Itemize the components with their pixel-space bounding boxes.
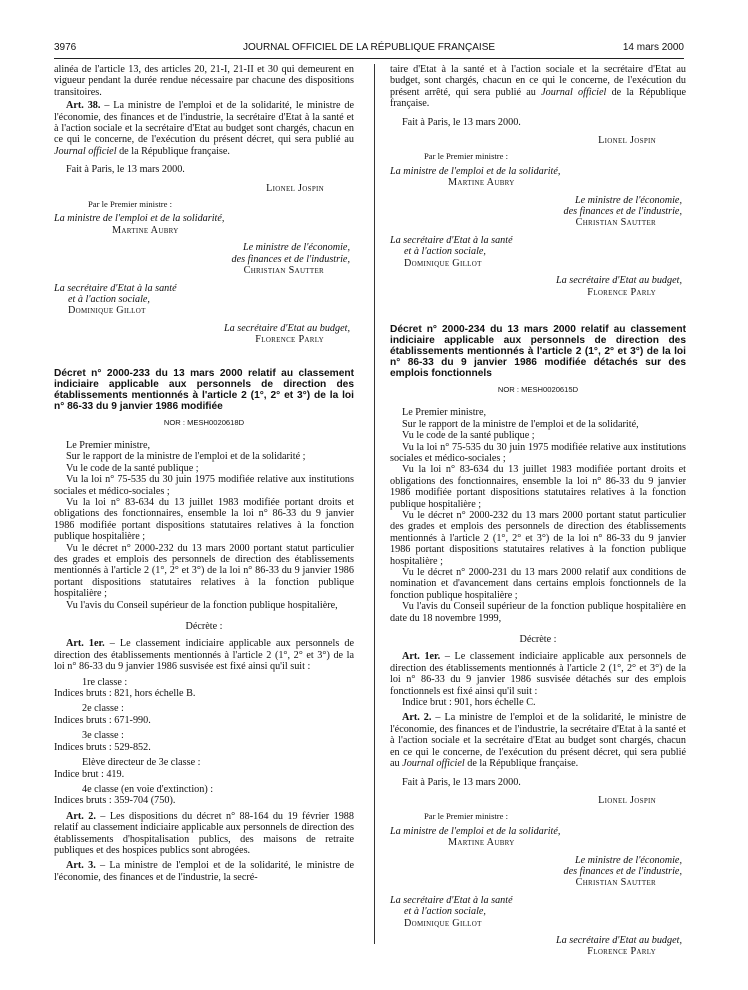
article-38 — [54, 100, 354, 157]
continuation-paragraph — [390, 64, 686, 110]
secretary-sante-title-1: La secrétaire d'Etat à la santé — [390, 234, 513, 246]
page-number: 3976 — [54, 42, 77, 53]
secretary-budget-name: Florence Parly — [255, 334, 324, 346]
article-label: Art. 38. — [66, 100, 101, 112]
article-label: Art. 1er. — [66, 638, 105, 650]
par-le-premier-ministre: Par le Premier ministre : — [424, 151, 509, 162]
minister-economie-title-1b: Le ministre de l'économie, — [574, 854, 682, 866]
article-text: – La ministre de l'emploi et de la solidarité, le ministre de l'économie, des finances et de l'industrie, la secré- — [54, 860, 355, 883]
classe-indice: Indices bruts : 359-704 (750). — [54, 795, 176, 807]
article-2 — [54, 811, 354, 857]
visa-line: Vu le décret n° 2000-231 du 13 mars 2000 relatif aux conditions de nomination et d'avancement dans certains emplois fonctionnels de la fonction publique hospitalière ; — [390, 567, 686, 601]
issue-date: 14 mars 2000 — [622, 42, 684, 53]
visa-line: Vu le code de la santé publique ; — [66, 462, 199, 474]
classe-label: 2e classe : — [82, 703, 124, 715]
article-text: – Le classement indiciaire applicable aux personnels de direction des établissements mentionnés à l'article 2 (1°, 2° et 3°) de la loi n° 86-33 du 9 janvier 1986 susvisée détachés sur des emplois fonctionnels est fixé ainsi qu'il suit : — [390, 651, 686, 697]
secretary-sante-name-2: Dominique Gillot — [404, 917, 482, 929]
journal-ref: Journal officiel — [541, 86, 607, 98]
article-label: Art. 2. — [66, 810, 96, 822]
article-text-end: de la République française. — [116, 145, 230, 157]
column-divider — [374, 64, 375, 944]
classe-indice: Indice brut : 419. — [54, 768, 125, 780]
secretary-sante-name: Dominique Gillot — [404, 257, 482, 269]
secretary-budget-title-2: La secrétaire d'Etat au budget, — [555, 934, 682, 946]
article-1 — [54, 638, 354, 672]
minister-emploi-title: La ministre de l'emploi et de la solidarité, — [390, 165, 561, 177]
par-le-premier-ministre: Par le Premier ministre : — [88, 199, 173, 210]
visa-line: Vu la loi n° 83-634 du 13 juillet 1983 modifiée portant droits et obligations des fonctionnaires, ensemble la loi n° 86-33 du 9 janvier 1986 modifiée portant dispositions statutaires relatives à la fonction publique hospitalière ; — [390, 464, 686, 510]
decrete-heading: Décrète : — [185, 621, 223, 633]
nor-reference: NOR : MESH0020618D — [163, 417, 245, 427]
visa-line: Vu la loi n° 83-634 du 13 juillet 1983 modifiée portant droits et obligations des fonctionnaires, ensemble la loi n° 86-33 du 9 janvier 1986 modifiée portant dispositions statutaires relatives à la fonction publique hospitalière ; — [54, 496, 354, 543]
minister-emploi-name: Martine Aubry — [112, 224, 179, 236]
indice-brut: Indice brut : 901, hors échelle C. — [402, 697, 536, 709]
article-1 — [390, 651, 686, 697]
article-text-end: de la République française. — [390, 86, 687, 110]
secretary-budget-title: La secrétaire d'Etat au budget, — [223, 322, 350, 334]
minister-economie-title-1: Le ministre de l'économie, — [242, 242, 350, 254]
header-rule — [54, 58, 684, 59]
secretary-sante-title-2: et à l'action sociale, — [404, 246, 486, 258]
visa-line: Vu l'avis du Conseil supérieur de la fonction publique hospitalière en date du 18 novembre 1999, — [390, 601, 686, 624]
article-label: Art. 2. — [402, 712, 432, 724]
secretary-sante-title-2b: et à l'action sociale, — [404, 906, 486, 918]
secretary-sante-title-2: et à l'action sociale, — [68, 293, 150, 305]
secretary-sante-title-1: La secrétaire d'Etat à la santé — [54, 282, 177, 294]
par-le-premier-ministre-2: Par le Premier ministre : — [424, 811, 509, 822]
article-text-end: de la République française. — [464, 758, 579, 770]
left-column — [54, 64, 354, 883]
prime-minister-name-2: Lionel Jospin — [598, 794, 656, 806]
decree-title: Décret n° 2000-234 du 13 mars 2000 relatif au classement indiciaire applicable aux personnels de direction des établissements mentionnés à l'article 2 (1°, 2° et 3°) de la loi n° 86-33 du 9 janvier 1986 modifiée détachés sur des emplois fonctionnels — [390, 323, 686, 379]
signature-date: Fait à Paris, le 13 mars 2000. — [402, 116, 521, 128]
minister-economie-title-2: des finances et de l'industrie, — [563, 206, 682, 218]
article-3 — [54, 860, 354, 883]
minister-emploi-name: Martine Aubry — [448, 177, 515, 189]
secretary-sante-title-1b: La secrétaire d'Etat à la santé — [390, 894, 513, 906]
article-text: – Le classement indiciaire applicable aux personnels de direction des établissements mentionnés à l'article 2 (1°, 2° et 3°) de la loi n° 86-33 du 9 janvier 1986 susvisée est fixé ainsi qu'il suit : — [54, 638, 354, 673]
secretary-sante-name: Dominique Gillot — [68, 305, 146, 317]
classe-label: 3e classe : — [82, 730, 124, 742]
visa-line: Sur le rapport de la ministre de l'emploi et de la solidarité, — [402, 418, 639, 430]
minister-economie-title-2: des finances et de l'industrie, — [231, 253, 350, 265]
minister-economie-name: Christian Sautter — [575, 217, 656, 229]
classe-indice: Indices bruts : 821, hors échelle B. — [54, 688, 196, 700]
visa-line: Vu le code de la santé publique ; — [402, 430, 535, 442]
article-text: – La ministre de l'emploi et de la solidarité, le ministre de l'économie, des finances et de l'industrie, la secrétaire d'Etat à la santé et à l'action sociale et la secrétaire d'Etat au budget sont chargés, chacun en ce qui le concerne, de l'exécution du présent décret, qui sera publié au — [390, 712, 686, 770]
secretary-budget-name: Florence Parly — [587, 286, 656, 298]
minister-emploi-title: La ministre de l'emploi et de la solidarité, — [54, 213, 225, 225]
article-2 — [390, 712, 686, 769]
visa-line: Vu l'avis du Conseil supérieur de la fonction publique hospitalière, — [66, 599, 338, 611]
prime-minister-name: Lionel Jospin — [598, 135, 656, 147]
signature-date-2 — [402, 777, 686, 788]
visa-line: Vu la loi n° 75-535 du 30 juin 1975 modifiée relative aux institutions sociales et médico-sociales ; — [390, 441, 686, 464]
secretary-budget-title: La secrétaire d'Etat au budget, — [555, 275, 682, 287]
visa-line: Le Premier ministre, — [66, 439, 151, 451]
decree-title: Décret n° 2000-233 du 13 mars 2000 relatif au classement indiciaire applicable aux personnels de direction des établissements mentionnés à l'article 2 (1°, 2° et 3°) de la loi n° 86-33 du 9 janvier 1986 modifiée — [54, 367, 354, 412]
minister-economie-name: Christian Sautter — [243, 265, 324, 277]
visa-line: Vu le décret n° 2000-232 du 13 mars 2000 portant statut particulier des grades et emplois des personnels de direction des établissements mentionnés à l'article 2 (1°, 2° et 3°) de la loi n° 86-33 du 9 janvier 1986 portant dispositions statutaires relatives à la fonction publique hospitalière ; — [54, 542, 354, 600]
classe-label: Elève directeur de 3e classe : — [82, 757, 201, 769]
minister-economie-title-1: Le ministre de l'économie, — [574, 194, 682, 206]
classe-label: 1re classe : — [82, 676, 128, 688]
journal-ref: Journal officiel — [402, 758, 465, 770]
minister-economie-name-2: Christian Sautter — [575, 877, 656, 889]
minister-emploi-title-2: La ministre de l'emploi et de la solidarité, — [390, 825, 561, 837]
decrete-heading: Décrète : — [519, 634, 557, 646]
signature-date-text: Fait à Paris, le 13 mars 2000. — [402, 776, 521, 788]
page-header — [54, 42, 684, 56]
visa-line: Vu le décret n° 2000-232 du 13 mars 2000 portant statut particulier des grades et emplois des personnels de direction des établissements mentionnés à l'article 2 (1°, 2° et 3°) de la loi n° 86-33 du 9 janvier 1986 portant dispositions statutaires relatives à la fonction publique hospitalière ; — [390, 509, 686, 567]
classe-label: 4e classe (en voie d'extinction) : — [82, 783, 214, 795]
right-column — [390, 64, 686, 958]
visa-line: Sur le rapport de la ministre de l'emploi et de la solidarité ; — [66, 451, 306, 463]
visa-line: Le Premier ministre, — [402, 407, 487, 419]
intro-paragraph: alinéa de l'article 13, des articles 20, 21-I, 21-II et 30 qui demeurent en vigueur pendant la durée rendue nécessaire par chacune des dispositions transitoires. — [54, 64, 354, 98]
minister-emploi-name-2: Martine Aubry — [448, 837, 515, 849]
classe-indice: Indices bruts : 529-852. — [54, 741, 151, 753]
article-label: Art. 1er. — [402, 651, 441, 663]
secretary-budget-name-2: Florence Parly — [587, 946, 656, 958]
journal-ref: Journal officiel — [54, 145, 117, 157]
classe-indice: Indices bruts : 671-990. — [54, 714, 151, 726]
signature-date: Fait à Paris, le 13 mars 2000. — [66, 164, 185, 176]
article-text: taire d'Etat à la santé et à l'action sociale et la secrétaire d'Etat au budget, sont chargés, chacun en ce qui le concerne, de l'exécution du présent arrêté, qui sera publié au — [390, 64, 686, 98]
prime-minister-name: Lionel Jospin — [266, 182, 324, 194]
article-label: Art. 3. — [66, 860, 96, 872]
visa-line: Vu la loi n° 75-535 du 30 juin 1975 modifiée relative aux institutions sociales et médico-sociales ; — [54, 474, 354, 497]
article-text: – Les dispositions du décret n° 88-164 du 19 février 1988 relatif au classement indiciaire applicable aux personnels de direction des établissements d'hospitalisation publics, des maisons de retraite publiques et des hospices publics sont abrogées. — [54, 810, 354, 856]
journal-title: JOURNAL OFFICIEL DE LA RÉPUBLIQUE FRANÇAISE — [242, 42, 496, 53]
nor-reference: NOR : MESH0020615D — [497, 384, 579, 394]
article-text: – La ministre de l'emploi et de la solidarité, le ministre de l'économie, des finances et de l'industrie, la secrétaire d'Etat à la santé et à l'action sociale et la secrétaire d'Etat au budget sont chargés, chacun en ce qui le concerne, de l'exécution du présent décret, qui sera publié au — [54, 100, 354, 146]
minister-economie-title-2b: des finances et de l'industrie, — [563, 865, 682, 877]
